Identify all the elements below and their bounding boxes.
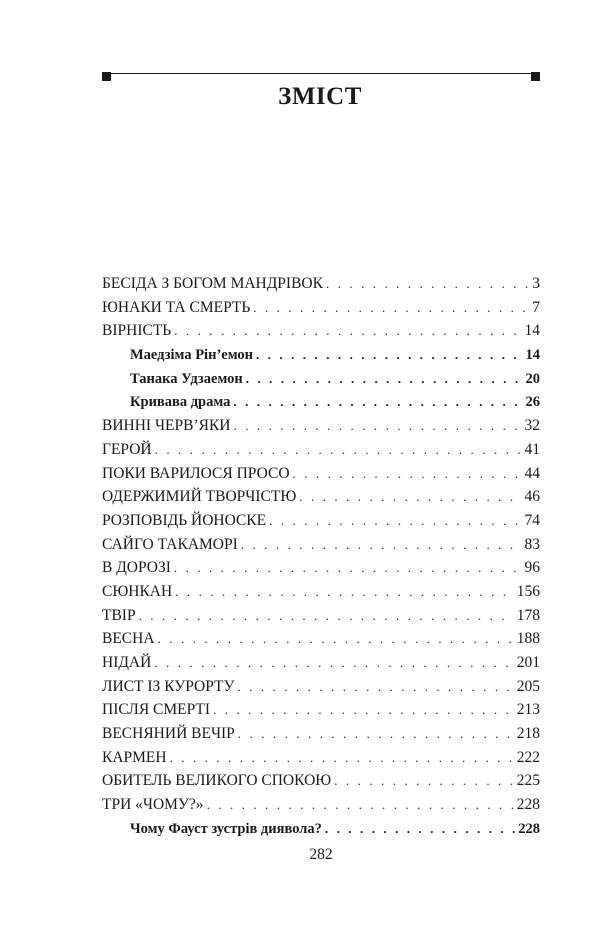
toc-dot-leader: [237, 675, 513, 699]
toc-dot-leader: [174, 556, 522, 580]
toc-entry: [102, 485, 540, 509]
toc-entry-title: ТРИ «ЧОМУ?»: [102, 796, 204, 814]
toc-entry: [102, 793, 540, 817]
toc-entry-title: ПОКИ ВАРИЛОСЯ ПРОСО: [102, 464, 290, 482]
toc-entry-title: НІДАЙ: [102, 654, 152, 671]
page-number: 282: [309, 846, 333, 863]
header-rule: [102, 73, 540, 74]
toc-entry-page: 20: [525, 370, 540, 387]
toc-entry: [102, 343, 540, 367]
toc-dot-leader: [326, 272, 529, 296]
toc-entry-title: Танака Удзаемон: [130, 370, 243, 387]
toc-entry-title: Чому Фауст зустрів диявола?: [130, 820, 322, 837]
toc-entry-title: ВЕСНЯНИЙ ВЕЧІР: [102, 725, 235, 743]
toc-entry-title: РОЗПОВІДЬ ЙОНОСКЕ: [102, 511, 267, 529]
toc-entry: [102, 390, 540, 414]
toc-entry-title: ТВІР: [102, 606, 136, 624]
toc-entry-page: 213: [516, 701, 540, 719]
toc-entry: [102, 580, 540, 604]
toc-entry-page: 74: [524, 511, 540, 529]
toc-entry-page: 46: [524, 488, 540, 506]
toc-entry-page: 228: [516, 796, 540, 814]
toc-entry-page: 3: [532, 275, 540, 292]
toc-dot-leader: [334, 769, 514, 793]
table-of-contents: [102, 272, 540, 841]
toc-entry: [102, 675, 540, 699]
toc-dot-leader: [175, 580, 514, 604]
toc-dot-leader: [174, 319, 521, 343]
toc-entry: [102, 769, 540, 793]
toc-dot-leader: [170, 746, 514, 770]
toc-entry: [102, 367, 540, 391]
toc-entry: [102, 414, 540, 438]
toc-entry: [102, 746, 540, 770]
toc-entry-page: 32: [524, 417, 540, 435]
toc-entry-title: ЮНАКИ ТА СМЕРТЬ: [102, 298, 251, 316]
toc-entry-title: В ДОРОЗІ: [102, 559, 171, 577]
toc-dot-leader: [155, 438, 522, 462]
toc-dot-leader: [213, 698, 514, 722]
toc-entry-page: 7: [532, 298, 540, 316]
toc-entry-title: КАРМЕН: [102, 748, 167, 766]
toc-entry: [102, 722, 540, 746]
toc-entry-title: Маедзіма Рін’емон: [130, 347, 253, 364]
toc-entry-title: ВІРНІСТЬ: [102, 322, 172, 340]
toc-entry-title: ОДЕРЖИМИЙ ТВОРЧІСТЮ: [102, 488, 297, 506]
toc-entry-title: ПІСЛЯ СМЕРТІ: [102, 701, 211, 719]
toc-dot-leader: [238, 722, 514, 746]
toc-entry-page: 178: [516, 606, 540, 624]
toc-entry-title: САЙГО ТАКАМОРІ: [102, 535, 238, 553]
toc-entry-page: 218: [516, 725, 540, 743]
toc-entry-title: ОБИТЕЛЬ ВЕЛИКОГО СПОКОЮ: [102, 772, 332, 790]
toc-entry: [102, 462, 540, 486]
toc-entry: [102, 438, 540, 462]
toc-dot-leader: [207, 793, 514, 817]
toc-entry-title: ЛИСТ ІЗ КУРОРТУ: [102, 677, 235, 695]
toc-entry-page: 44: [524, 464, 540, 482]
toc-entry-title: ВИННІ ЧЕРВ’ЯКИ: [102, 417, 231, 435]
toc-dot-leader: [139, 604, 514, 628]
toc-entry: [102, 627, 540, 651]
toc-dot-leader: [256, 343, 523, 367]
toc-dot-leader: [246, 367, 523, 391]
page-title: ЗМІСТ: [278, 83, 362, 110]
toc-dot-leader: [293, 462, 522, 486]
toc-entry-page: 222: [516, 748, 540, 766]
toc-entry: [102, 556, 540, 580]
toc-entry-page: 41: [524, 440, 540, 458]
toc-dot-leader: [269, 509, 521, 533]
toc-entry-page: 228: [518, 820, 540, 837]
toc-entry-page: 205: [516, 677, 540, 695]
toc-entry-page: 14: [525, 347, 540, 364]
toc-entry-title: ГЕРОЙ: [102, 440, 152, 458]
toc-dot-leader: [234, 414, 522, 438]
toc-entry: [102, 817, 540, 841]
toc-entry: [102, 272, 540, 296]
toc-entry: [102, 509, 540, 533]
toc-entry: [102, 533, 540, 557]
toc-dot-leader: [154, 651, 513, 675]
toc-entry-page: 201: [516, 654, 540, 671]
toc-entry: [102, 698, 540, 722]
toc-entry-page: 156: [516, 582, 540, 600]
toc-dot-leader: [299, 485, 521, 509]
toc-entry-title: СЮНКАН: [102, 582, 173, 600]
toc-entry-title: Кривава драма: [130, 394, 231, 411]
toc-dot-leader: [253, 296, 529, 320]
toc-dot-leader: [233, 390, 522, 414]
toc-entry: [102, 651, 540, 675]
toc-entry-page: 26: [525, 394, 540, 411]
toc-entry: [102, 604, 540, 628]
toc-dot-leader: [325, 817, 515, 841]
toc-entry-page: 96: [524, 559, 540, 577]
toc-entry-page: 14: [524, 322, 540, 340]
toc-entry: [102, 319, 540, 343]
toc-entry-page: 188: [516, 630, 540, 648]
toc-entry-page: 83: [524, 535, 540, 553]
toc-dot-leader: [241, 533, 522, 557]
toc-entry-page: 225: [516, 772, 540, 790]
toc-entry-title: ВЕСНА: [102, 630, 155, 648]
toc-entry-title: БЕСІДА З БОГОМ МАНДРІВОК: [102, 275, 323, 292]
header-square-right-icon: [531, 72, 540, 81]
toc-dot-leader: [158, 627, 514, 651]
toc-entry: [102, 296, 540, 320]
header-square-left-icon: [102, 72, 111, 81]
